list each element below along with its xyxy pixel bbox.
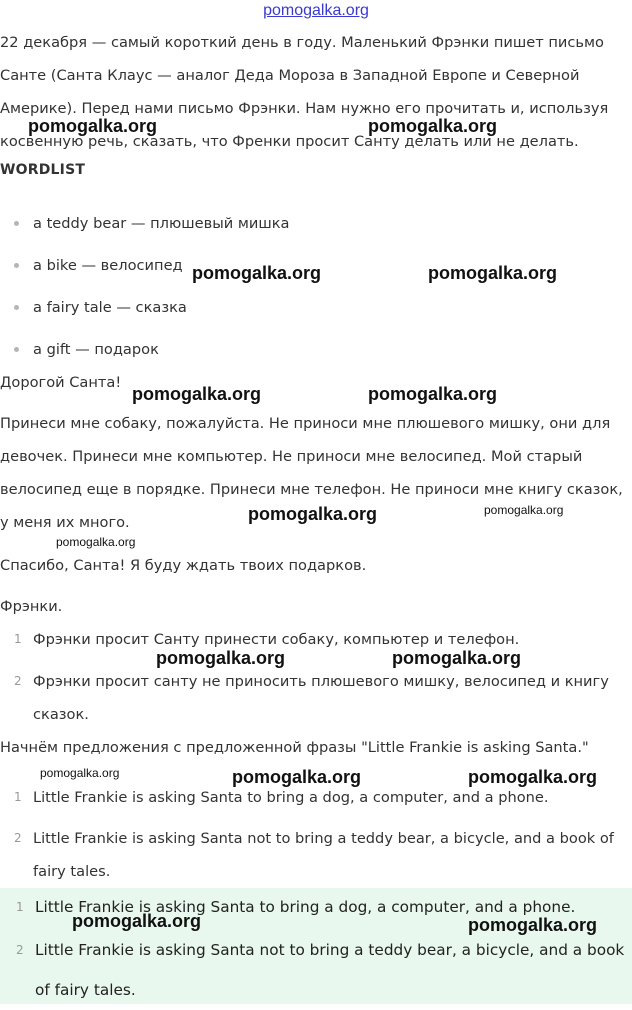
watermark: pomogalka.org: [428, 263, 558, 283]
prompt-sentence: Начнём предложения с предложенной фразы "Little Frankie is asking Santa.": [0, 739, 589, 756]
watermark: pomogalka.org: [368, 384, 498, 404]
letter-body: Принеси мне собаку, пожалуйста. Не приноси мне плюшевого мишку, они для девочек. Принеси мне компьютер. Не приноси мне велосипед. Мой старый велосипед еще в порядке. Принеси мне телефон. Не приноси мне книгу сказок, у меня их много.: [0, 415, 623, 531]
watermark: pomogalka.org: [132, 384, 262, 404]
watermark: pomogalka.org: [192, 263, 322, 283]
en-list-item: [0, 822, 630, 888]
list-number: 1: [16, 900, 24, 914]
watermark: pomogalka.org: [368, 116, 498, 136]
watermark: pomogalka.org: [56, 535, 136, 549]
list-number: 2: [14, 674, 22, 688]
list-text: Фрэнки просит Санту принести собаку, компьютер и телефон.: [33, 631, 520, 648]
list-number: 1: [14, 632, 22, 646]
watermark: pomogalka.org: [392, 648, 522, 668]
ru-list-item: [0, 623, 630, 656]
letter-greeting: Дорогой Санта!: [0, 374, 122, 391]
wordlist-item: a fairy tale — сказка: [14, 297, 187, 319]
watermark: pomogalka.org: [28, 116, 158, 136]
watermark: pomogalka.org: [40, 766, 120, 780]
list-text: Little Frankie is asking Santa not to bring a teddy bear, a bicycle, and a book of fairy tales.: [33, 830, 614, 880]
list-text: Little Frankie is asking Santa to bring a dog, a computer, and a phone.: [33, 789, 549, 806]
wordlist-item: a teddy bear — плюшевый мишка: [14, 213, 289, 235]
watermark: pomogalka.org: [248, 504, 378, 524]
letter-signature: Фрэнки.: [0, 598, 63, 615]
wordlist-heading: WORDLIST: [0, 162, 86, 178]
watermark: pomogalka.org: [468, 767, 598, 787]
watermark: pomogalka.org: [232, 767, 362, 787]
watermark: pomogalka.org: [156, 648, 286, 668]
wordlist-item: a bike — велосипед: [14, 255, 183, 277]
letter-thanks: Спасибо, Санта! Я буду ждать твоих подарков.: [0, 557, 367, 574]
wordlist-item: a gift — подарок: [14, 339, 159, 361]
list-number: 1: [14, 790, 22, 804]
intro-paragraph: 22 декабря — самый короткий день в году. Маленький Фрэнки пишет письмо Санте (Санта Клаус — аналог Деда Мороза в Западной Европе и Северной Америке). Перед нами письмо Фрэнки. Нам нужно его прочитать и, используя косвенную речь, сказать, что Френки просит Санту делать или не делать.: [0, 34, 609, 150]
watermark: pomogalka.org: [484, 503, 564, 517]
watermark: pomogalka.org: [72, 911, 202, 931]
watermark: pomogalka.org: [468, 915, 598, 935]
list-text: Фрэнки просит санту не приносить плюшевого мишку, велосипед и книгу сказок.: [33, 673, 609, 723]
list-text: Little Frankie is asking Santa to bring a dog, a computer, and a phone.: [35, 898, 576, 916]
site-watermark-link[interactable]: pomogalka.org: [263, 2, 369, 19]
ru-list-item: [0, 665, 630, 731]
list-text: Little Frankie is asking Santa not to bring a teddy bear, a bicycle, and a book of fairy tales.: [35, 941, 625, 999]
list-number: 2: [16, 943, 24, 957]
list-number: 2: [14, 831, 22, 845]
answer-item: [0, 930, 630, 1010]
